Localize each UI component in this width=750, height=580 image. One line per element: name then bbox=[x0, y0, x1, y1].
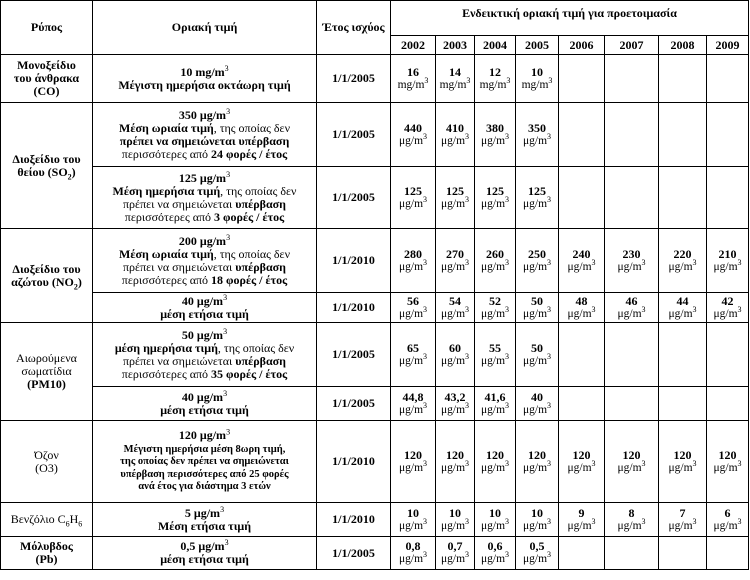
value-cell: 0,5 $\mu g/m^3$ bbox=[516, 537, 559, 570]
value-cell: 8 $\mu g/m^3$ bbox=[605, 503, 659, 537]
value-cell: 210 $\mu g/m^3$ bbox=[707, 229, 749, 293]
value-cell: 280 $\mu g/m^3$ bbox=[391, 229, 436, 293]
value-cell: 440 $\mu g/m^3$ bbox=[391, 103, 436, 167]
value-cell: 260 $\mu g/m^3$ bbox=[475, 229, 516, 293]
year-2007: 2007 bbox=[605, 36, 659, 55]
value-cell: 0,6 $\mu g/m^3$ bbox=[475, 537, 516, 570]
value-cell: 52 $\mu g/m^3$ bbox=[475, 293, 516, 323]
empty-cell bbox=[707, 55, 749, 103]
value-cell: 120 $\mu g/m^3$ bbox=[436, 421, 475, 503]
empty-cell bbox=[605, 55, 659, 103]
value-cell: 10 $\mu g/m^3$ bbox=[436, 503, 475, 537]
empty-cell bbox=[659, 167, 707, 229]
row-pm10-daily bbox=[1, 323, 749, 387]
value-cell: 44,8 $\mu g/m^3$ bbox=[391, 387, 436, 421]
empty-cell bbox=[659, 55, 707, 103]
value-cell: 46 $\mu g/m^3$ bbox=[605, 293, 659, 323]
value-cell: 220 $\mu g/m^3$ bbox=[659, 229, 707, 293]
limit-benzene: 5 $\mu g/m^3$ Μέση ετήσια τιμή bbox=[93, 503, 317, 537]
value-cell: 350 $\mu g/m^3$ bbox=[516, 103, 559, 167]
empty-cell bbox=[559, 167, 605, 229]
year-2004: 2004 bbox=[475, 36, 516, 55]
value-cell: 43,2 $\mu g/m^3$ bbox=[436, 387, 475, 421]
row-lead bbox=[1, 537, 749, 570]
limit-no2-hourly: 200 $\mu g/m^3$ Μέση ωριαία τιμή, της οποίας δεν πρέπει να σημειώνεται υπέρβαση περισσότερες από 18 φορές / έτος bbox=[93, 229, 317, 293]
value-cell: 125 $\mu g/m^3$ bbox=[391, 167, 436, 229]
row-o3 bbox=[1, 421, 749, 503]
header-row bbox=[1, 1, 749, 36]
value-cell: 120 $\mu g/m^3$ bbox=[391, 421, 436, 503]
value-cell: 380 $\mu g/m^3$ bbox=[475, 103, 516, 167]
empty-cell bbox=[605, 167, 659, 229]
header-limit-value: Οριακή τιμή bbox=[93, 1, 317, 55]
value-cell: 120 $\mu g/m^3$ bbox=[707, 421, 749, 503]
row-no2-hourly bbox=[1, 229, 749, 293]
empty-cell bbox=[659, 387, 707, 421]
date-so2-daily: 1/1/2005 bbox=[317, 167, 391, 229]
header-effective-year: Έτος ισχύος bbox=[317, 1, 391, 55]
pollutant-co: Μονοξείδιο του άνθρακα (CO) bbox=[1, 55, 93, 103]
empty-cell bbox=[659, 323, 707, 387]
value-cell: 42 $\mu g/m^3$ bbox=[707, 293, 749, 323]
value-cell: 50 $\mu g/m^3$ bbox=[516, 293, 559, 323]
empty-cell bbox=[559, 537, 605, 570]
value-cell: 41,6 $\mu g/m^3$ bbox=[475, 387, 516, 421]
value-cell: 60 $\mu g/m^3$ bbox=[436, 323, 475, 387]
value-cell: 55 $\mu g/m^3$ bbox=[475, 323, 516, 387]
empty-cell bbox=[707, 167, 749, 229]
pollutant-so2: Διοξείδιο του θείου $(SO_2)$ bbox=[1, 103, 93, 229]
limit-co: 10 $mg/m^3$ Μέγιστη ημερήσια οκτάωρη τιμή bbox=[93, 55, 317, 103]
empty-cell bbox=[707, 103, 749, 167]
pollutant-lead: Μόλυβδος (Pb) bbox=[1, 537, 93, 570]
value-cell: 270 $\mu g/m^3$ bbox=[436, 229, 475, 293]
date-so2-hourly: 1/1/2005 bbox=[317, 103, 391, 167]
limit-so2-daily: 125 $\mu g/m^3$ Μέση ημερήσια τιμή, της οποίας δεν πρέπει να σημειώνεται υπέρβαση περισσότερες από 3 φορές / έτος bbox=[93, 167, 317, 229]
limit-no2-annual: 40 $\mu g/m^3$ μέση ετήσια τιμή bbox=[93, 293, 317, 323]
year-2003: 2003 bbox=[436, 36, 475, 55]
row-benzene bbox=[1, 503, 749, 537]
date-pm10-daily: 1/1/2005 bbox=[317, 323, 391, 387]
date-lead: 1/1/2005 bbox=[317, 537, 391, 570]
date-o3: 1/1/2010 bbox=[317, 421, 391, 503]
limit-o3: 120 $\mu g/m^3$ Μέγιστη ημερήσια μέση 8ωρη τιμή, της οποίας δεν πρέπει να σημειώνεται υπέρβαση περισσότερες από 25 φορές ανά έτος για διάστημα 3 ετών bbox=[93, 421, 317, 503]
year-2002: 2002 bbox=[391, 36, 436, 55]
pollutant-benzene: Βενζόλιο $C_6H_6$ bbox=[1, 503, 93, 537]
row-pm10-annual bbox=[1, 387, 749, 421]
value-cell: 0,8 $\mu g/m^3$ bbox=[391, 537, 436, 570]
value-cell: 120 $\mu g/m^3$ bbox=[516, 421, 559, 503]
limit-so2-hourly: 350 $\mu g/m^3$ Μέση ωριαία τιμή, της οποίας δεν πρέπει να σημειώνεται υπέρβαση περισσότερες από 24 φορές / έτος bbox=[93, 103, 317, 167]
empty-cell bbox=[559, 387, 605, 421]
value-cell: 56 $\mu g/m^3$ bbox=[391, 293, 436, 323]
value-cell: 120 $\mu g/m^3$ bbox=[559, 421, 605, 503]
pollutant-no2: Διοξείδιο του αζώτου $(NO_2)$ bbox=[1, 229, 93, 323]
date-no2-annual: 1/1/2010 bbox=[317, 293, 391, 323]
value-cell: 6 $\mu g/m^3$ bbox=[707, 503, 749, 537]
date-pm10-annual: 1/1/2005 bbox=[317, 387, 391, 421]
value-cell: 410 $\mu g/m^3$ bbox=[436, 103, 475, 167]
value-cell: 16 $mg/m^3$ bbox=[391, 55, 436, 103]
pollutant-o3: Όζον (O3) bbox=[1, 421, 93, 503]
value-cell: 10 $\mu g/m^3$ bbox=[516, 503, 559, 537]
empty-cell bbox=[605, 387, 659, 421]
header-indicative: Ενδεικτική οριακή τιμή για προετοιμασία bbox=[391, 1, 749, 36]
value-cell: 240 $\mu g/m^3$ bbox=[559, 229, 605, 293]
empty-cell bbox=[659, 103, 707, 167]
value-cell: 48 $\mu g/m^3$ bbox=[559, 293, 605, 323]
empty-cell bbox=[659, 537, 707, 570]
empty-cell bbox=[559, 103, 605, 167]
row-co bbox=[1, 55, 749, 103]
value-cell: 230 $\mu g/m^3$ bbox=[605, 229, 659, 293]
value-cell: 125 $\mu g/m^3$ bbox=[436, 167, 475, 229]
empty-cell bbox=[605, 323, 659, 387]
limit-lead: 0,5 $\mu g/m^3$ μέση ετήσια τιμή bbox=[93, 537, 317, 570]
value-cell: 10 $\mu g/m^3$ bbox=[475, 503, 516, 537]
value-cell: 44 $\mu g/m^3$ bbox=[659, 293, 707, 323]
year-2009: 2009 bbox=[707, 36, 749, 55]
value-cell: 10 $mg/m^3$ bbox=[516, 55, 559, 103]
empty-cell bbox=[707, 323, 749, 387]
pollutant-pm10: Αιωρούμενα σωματίδια (PM10) bbox=[1, 323, 93, 421]
empty-cell bbox=[559, 323, 605, 387]
date-no2-hourly: 1/1/2010 bbox=[317, 229, 391, 293]
value-cell: 120 $\mu g/m^3$ bbox=[605, 421, 659, 503]
value-cell: 12 $mg/m^3$ bbox=[475, 55, 516, 103]
date-benzene: 1/1/2010 bbox=[317, 503, 391, 537]
header-pollutant: Ρύπος bbox=[1, 1, 93, 55]
value-cell: 54 $\mu g/m^3$ bbox=[436, 293, 475, 323]
date-co: 1/1/2005 bbox=[317, 55, 391, 103]
year-2005: 2005 bbox=[516, 36, 559, 55]
value-cell: 40 $\mu g/m^3$ bbox=[516, 387, 559, 421]
value-cell: 7 $\mu g/m^3$ bbox=[659, 503, 707, 537]
row-so2-daily bbox=[1, 167, 749, 229]
empty-cell bbox=[707, 387, 749, 421]
value-cell: 250 $\mu g/m^3$ bbox=[516, 229, 559, 293]
value-cell: 9 $\mu g/m^3$ bbox=[559, 503, 605, 537]
value-cell: 65 $\mu g/m^3$ bbox=[391, 323, 436, 387]
value-cell: 120 $\mu g/m^3$ bbox=[475, 421, 516, 503]
value-cell: 10 $\mu g/m^3$ bbox=[391, 503, 436, 537]
limit-pm10-annual: 40 $\mu g/m^3$ μέση ετήσια τιμή bbox=[93, 387, 317, 421]
empty-cell bbox=[605, 103, 659, 167]
value-cell: 0,7 $\mu g/m^3$ bbox=[436, 537, 475, 570]
limit-pm10-daily: 50 $\mu g/m^3$ μέση ημερήσια τιμή, της οποίας δεν πρέπει να σημειώνεται υπέρβαση περισσότερες από 35 φορές / έτος bbox=[93, 323, 317, 387]
value-cell: 125 $\mu g/m^3$ bbox=[516, 167, 559, 229]
empty-cell bbox=[559, 55, 605, 103]
year-2008: 2008 bbox=[659, 36, 707, 55]
value-cell: 14 $mg/m^3$ bbox=[436, 55, 475, 103]
year-2006: 2006 bbox=[559, 36, 605, 55]
row-so2-hourly bbox=[1, 103, 749, 167]
value-cell: 120 $\mu g/m^3$ bbox=[659, 421, 707, 503]
value-cell: 50 $\mu g/m^3$ bbox=[516, 323, 559, 387]
row-no2-annual bbox=[1, 293, 749, 323]
empty-cell bbox=[707, 537, 749, 570]
value-cell: 125 $\mu g/m^3$ bbox=[475, 167, 516, 229]
empty-cell bbox=[605, 537, 659, 570]
